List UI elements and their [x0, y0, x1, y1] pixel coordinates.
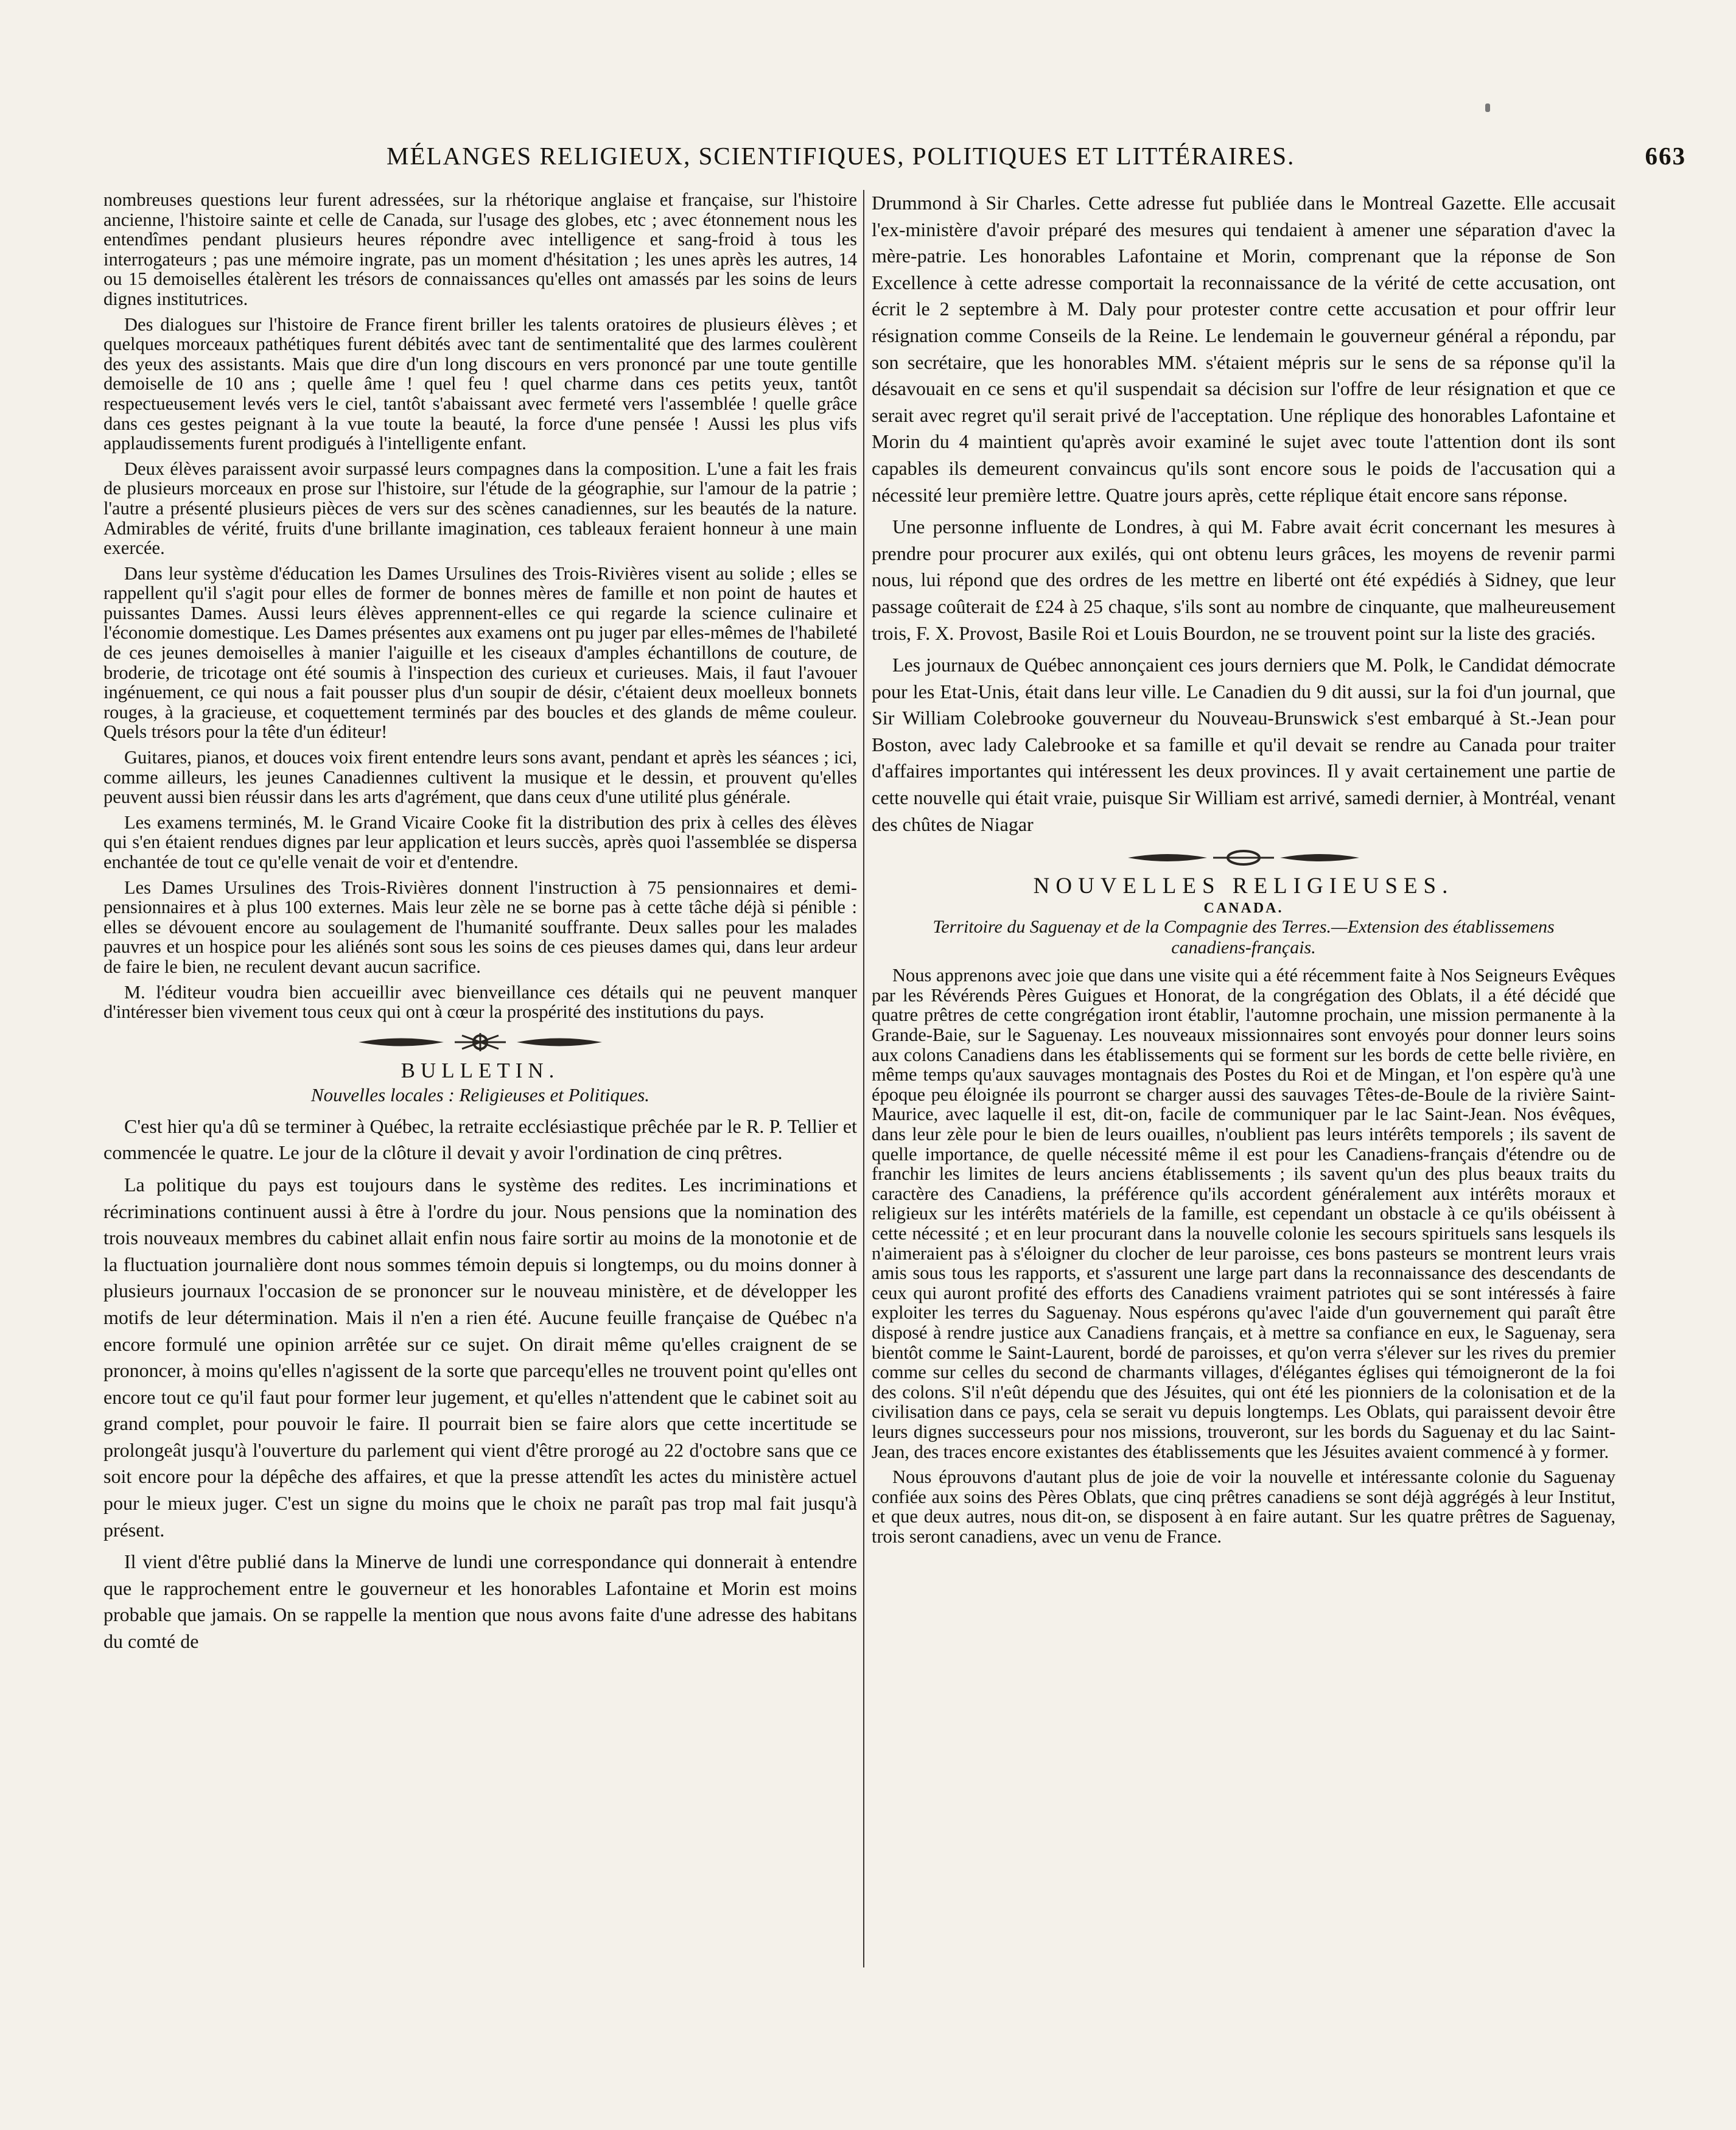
article-title: Territoire du Saguenay et de la Compagnie des Terres.—Extension des établissemens canadiens-français.	[933, 917, 1555, 958]
bulletin-paragraph: C'est hier qu'a dû se terminer à Québec, la retraite ecclésiastique prêchée par le R. P. Tellier et commencée le quatre. Le jour de la clôture il devait y avoir l'ordination de cinq prêtres.	[103, 1115, 857, 1164]
article-paragraph: M. l'éditeur voudra bien accueillir avec bienveillance ces détails qui ne peuvent manquer d'intéresser bien vivement tous ceux qui ont à cœur la prospérité des institutions du pays.	[103, 981, 857, 1023]
bulletin-subheading: Nouvelles locales : Religieuses et Politiques.	[310, 1084, 650, 1105]
page-number: 663	[1645, 142, 1686, 170]
bulletin-paragraph: Une personne influente de Londres, à qui M. Fabre avait écrit concernant les mesures à prendre pour procurer aux exilés, qui ont obtenu leurs grâces, les moyens de revenir parmi nous, lui répond que des ordres de les mettre en liberté ont été expédiés à Sidney, que leur passage coûterait de £24 à 25 chaque, s'ils sont au nombre de cinquante, que malheureusement trois, F. X. Provost, Basile Roi et Louis Bourdon, ne se trouvent point sur la liste des graciés.	[872, 516, 1615, 644]
bulletin-paragraph: Les journaux de Québec annonçaient ces jours derniers que M. Polk, le Candidat démocrate pour les Etat-Unis, était dans leur ville. Le Canadien du 9 dit aussi, sur la foi d'un journal, que Sir William Colebrooke gouverneur du Nouveau-Brunswick s'est embarqué à St.-Jean pour Boston, avec lady Calebrooke et sa famille et qu'il devait se rendre au Canada pour traiter d'affaires importantes qui intéressent les deux provinces. Il y avait certainement une partie de cette nouvelle qui était vraie, puisque Sir William est arrivé, samedi dernier, à Montréal, venant des chûtes de Niagar	[872, 654, 1615, 835]
right-column	[872, 190, 1615, 2107]
bulletin-heading: BULLETIN.	[401, 1058, 560, 1082]
left-column	[103, 190, 857, 2107]
article-paragraph: Dans leur système d'éducation les Dames Ursulines des Trois-Rivières visent au solide ; elles se rappellent qu'il s'agit pour elles de former de bonnes mères de famille et non point de hautes et puissantes Dames. Aussi leurs élèves apprennent-elles ce qui regarde la science culinaire et l'économie domestique. Les Dames présentes aux examens ont pu juger par elles-mêmes de l'habileté de ces jeunes demoiselles à manier l'aiguille et les ciseaux d'amples échantillons de couture, de broderie, de tricotage ont été soumis à l'inspection des curieux et curieuses. Mais, il faut l'avouer ingénuement, ce qui nous a fait pousser plus d'un soupir de désir, c'étaient deux moelleux bonnets rouges, à la gracieuse, et coquettement terminés par des boucles et des glands de même couleur. Quels trésors pour la tête d'un éditeur!	[103, 562, 857, 743]
ink-speck	[1485, 103, 1490, 112]
ornament-divider	[103, 1033, 857, 1054]
country-label: CANADA.	[1203, 900, 1284, 917]
article-paragraph: Nous éprouvons d'autant plus de joie de voir la nouvelle et intéressante colonie du Saguenay confiée aux soins des Pères Oblats, que cinq prêtres canadiens se sont déjà aggrégés à leur Institut, et que deux autres, nous dit-on, se disposent à en faire autant. Sur les quatre prêtres de Saguenay, trois seront canadiens, avec un venu de France.	[872, 1466, 1615, 1547]
article-paragraph: Des dialogues sur l'histoire de France firent briller les talents oratoires de plusieurs élèves ; et quelques morceaux pathétiques furent débités avec tant de sentimentalité que des larmes coulèrent des yeux des assistants. Mais que dire d'un long discours en vers prononcé par une toute gentille demoiselle de 10 ans ; quelle âme ! quel feu ! quel charme dans ces petits yeux, tantôt respectueusement levés vers le ciel, tantôt s'abaissant avec fermeté vers l'assemblée ! quelle grâce dans ces gestes peignant à la vue toute la beauté, la force d'une pensée ! Aussi les plus vifs applaudissements furent prodigués à l'intelligente enfant.	[103, 314, 857, 454]
running-header	[103, 141, 1686, 175]
article-paragraph: Nous apprenons avec joie que dans une visite qui a été récemment faite à Nos Seigneurs Evêques par les Révérends Pères Guigues et Honorat, de la congrégation des Oblats, il a été décidé que quatre prêtres de cette congrégation iront établir, l'automne prochain, une mission permanente à la Grande-Baie, sur le Saguenay. Les nouveaux missionnaires sont envoyés pour donner leurs soins aux colons Canadiens dans les établissements qui se forment sur les bords de cette belle rivière, en même temps qu'aux sauvages montagnais des Postes du Roi et de Mingan, et l'on espère qu'à une époque peu éloignée ils pourront se charger aussi des sauvages Têtes-de-Boule de la rivière Saint-Maurice, avec laquelle il est, dit-on, facile de communiquer par le lac Saint-Jean. Nos évêques, dans leur zèle pour le bien de leurs ouailles, n'oublient pas leurs intérêts temporels ; ils savent de quelle importance, de quelle nécessité même il est pour les Canadiens-français d'étendre ou de franchir les limites de leurs anciens établissements ; ils savent qu'un des plus beaux traits du caractère des Canadiens, la préférence qu'ils accordent généralement aux intérêts moraux et religieux sur les intérêts matériels de la famille, est cependant un obstacle à ce qu'ils obéissent à cette nécessité ; et en leur procurant dans la nouvelle colonie les secours spirituels sans lesquels ils n'aimeraient pas à s'éloigner du clocher de leur paroisse, ces bons pasteurs se montrent leurs vrais amis sous tous les rapports, et s'assurent une large part dans la reconnaissance des descendants de ceux qui auront profité des efforts des Canadiens vraiment patriotes qui se sont intéressés à faire exploiter les terres du Saguenay. Nous espérons qu'avec l'aide d'un gouvernement qui paraît être disposé à rendre justice aux Canadiens français, et à mettre sa confiance en eux, le Saguenay, sera bientôt comme le Saint-Laurent, bordé de paroisses, et qu'on verra s'élever sur les rives du premier comme sur celles du second de charmants villages, d'élégantes églises qui témoigneront de la foi des colons. S'il n'eût dépendu que des Jésuites, qui ont été les pionniers de la colonisation et de la civilisation dans ce pays, cela se serait vu depuis longtemps. Les Oblats, qui paraissent devoir être leurs dignes successeurs pour nos missions, trouveront, sur les bords du Saguenay et du lac Saint-Jean, des traces encore existantes des établissements que les Jésuites avaient commencé à y former.	[872, 965, 1615, 1462]
article-paragraph: Deux élèves paraissent avoir surpassé leurs compagnes dans la composition. L'une a fait les frais de plusieurs morceaux en prose sur l'histoire, sur l'étude de la géographie, sur l'amour de la patrie ; l'autre a présenté plusieurs pièces de vers sur des scènes canadiennes, sur les beautés de la nature. Admirables de vérité, fruits d'une brillante imagination, ces tableaux feraient honneur à une main exercée.	[103, 458, 857, 559]
bulletin-paragraph: La politique du pays est toujours dans le système des redites. Les incriminations et récriminations continuent aussi à être à l'ordre du jour. Nous pensions que la nomination des trois nouveaux membres du cabinet allait enfin nous faire sortir au moins de la monotonie et de la fluctuation journalière dont nous sommes témoin depuis si longtemps, ou du moins donner à plusieurs journaux l'occasion de se prononcer sur le nouveau ministère, et de développer les motifs de leur détermination. Mais il n'en a rien été. Aucune feuille française de Québec n'a encore formulé une opinion arrêtée sur ce sujet. On dirait même qu'elles craignent de se prononcer, à moins qu'elles n'agissent de la sorte que parcequ'elles ne trouvent point qu'elles ont encore tout ce qu'il faut pour former leur jugement, et qu'elles n'attendent que le cabinet soit au grand complet, pour pouvoir le faire. Il pourrait bien se faire alors que cette incertitude se prolongeât jusqu'à l'ouverture du parlement qui vient d'être prorogé au 22 d'octobre sans que ce soit encore pour la dépêche des affaires, et que la presse attendît les actes du ministère actuel pour le mieux juger. C'est un signe du moins que le choix ne paraît pas trop mal fait jusqu'à présent.	[103, 1173, 857, 1541]
article-paragraph: nombreuses questions leur furent adressées, sur la rhétorique anglaise et française, sur l'histoire ancienne, l'histoire sainte et celle de Canada, sur l'usage des globes, etc ; avec étonnement nous les entendîmes pendant plusieurs heures répondre avec intelligence et sang-froid à tous les interrogateurs ; pas une mémoire ingrate, pas un moment d'hésitation ; les unes après les autres, 14 ou 15 demoiselles étalèrent les trésors de connaissances qu'elles ont amassés par les soins de leurs dignes institutrices.	[103, 190, 857, 309]
running-title: MÉLANGES RELIGIEUX, SCIENTIFIQUES, POLITIQUES ET LITTÉRAIRES.	[387, 142, 1295, 170]
article-paragraph: Les examens terminés, M. le Grand Vicaire Cooke fit la distribution des prix à celles des élèves qui s'en étaient rendues dignes par leur application et leurs succès, après quoi l'assemblée se dispersa enchantée de tout ce qu'elle venait de voir et d'entendre.	[103, 811, 857, 872]
column-rule	[863, 190, 864, 1967]
ornament-divider	[872, 849, 1615, 869]
religious-news-heading: NOUVELLES RELIGIEUSES.	[1033, 874, 1454, 899]
bulletin-paragraph: Il vient d'être publié dans la Minerve de lundi une correspondance qui donnerait à entendre que le rapprochement entre le gouverneur et les honorables Lafontaine et Morin est moins probable que jamais. On se rappelle la mention que nous avons faite d'une adresse des habitans du comté de	[103, 1550, 857, 1653]
article-paragraph: Guitares, pianos, et douces voix firent entendre leurs sons avant, pendant et après les séances ; ici, comme ailleurs, les jeunes Canadiennes cultivent la musique et le dessin, et prouvent qu'elles peuvent aussi bien réussir dans les arts d'agrément, que dans ceux d'une utilité plus générale.	[103, 747, 857, 808]
article-paragraph: Les Dames Ursulines des Trois-Rivières donnent l'instruction à 75 pensionnaires et demi-pensionnaires et à plus 100 externes. Mais leur zèle ne se borne pas à cette tâche déjà si pénible : elles se dévouent encore au soulagement de l'humanité souffrante. Deux salles pour les malades pauvres et un hospice pour les aliénés sont sous les soins de ces pieuses dames qui, dans leur ardeur de faire le bien, ne reculent devant aucun sacrifice.	[103, 877, 857, 977]
bulletin-paragraph: Drummond à Sir Charles. Cette adresse fut publiée dans le Montreal Gazette. Elle accusait l'ex-ministère d'avoir préparé des mesures qui tendaient à amener une séparation d'avec la mère-patrie. Les honorables Lafontaine et Morin, comprenant que la réponse de Son Excellence à cette adresse comportait la reconnaissance de la vérité de cette accusation, ont écrit le 2 septembre à M. Daly pour protester contre cette accusation et pour offrir leur résignation comme Conseils de la Reine. Le lendemain le gouverneur général a répondu, par son secrétaire, que les honorables MM. s'étaient mépris sur le sens de sa réponse qu'il la désavouait en ce sens et qu'il suspendait sa décision sur l'offre de leur résignation et que ce serait avec regret qu'il serait privé de l'acceptation. Une réplique des honorables Lafontaine et Morin du 4 maintient qu'après avoir examiné le sujet avec toute l'attention dont ils sont capables ils demeurent convaincus qu'ils sont encore sous le poids de l'accusation qui a nécessité leur première lettre. Quatre jours après, cette réplique était encore sans réponse.	[872, 192, 1615, 506]
